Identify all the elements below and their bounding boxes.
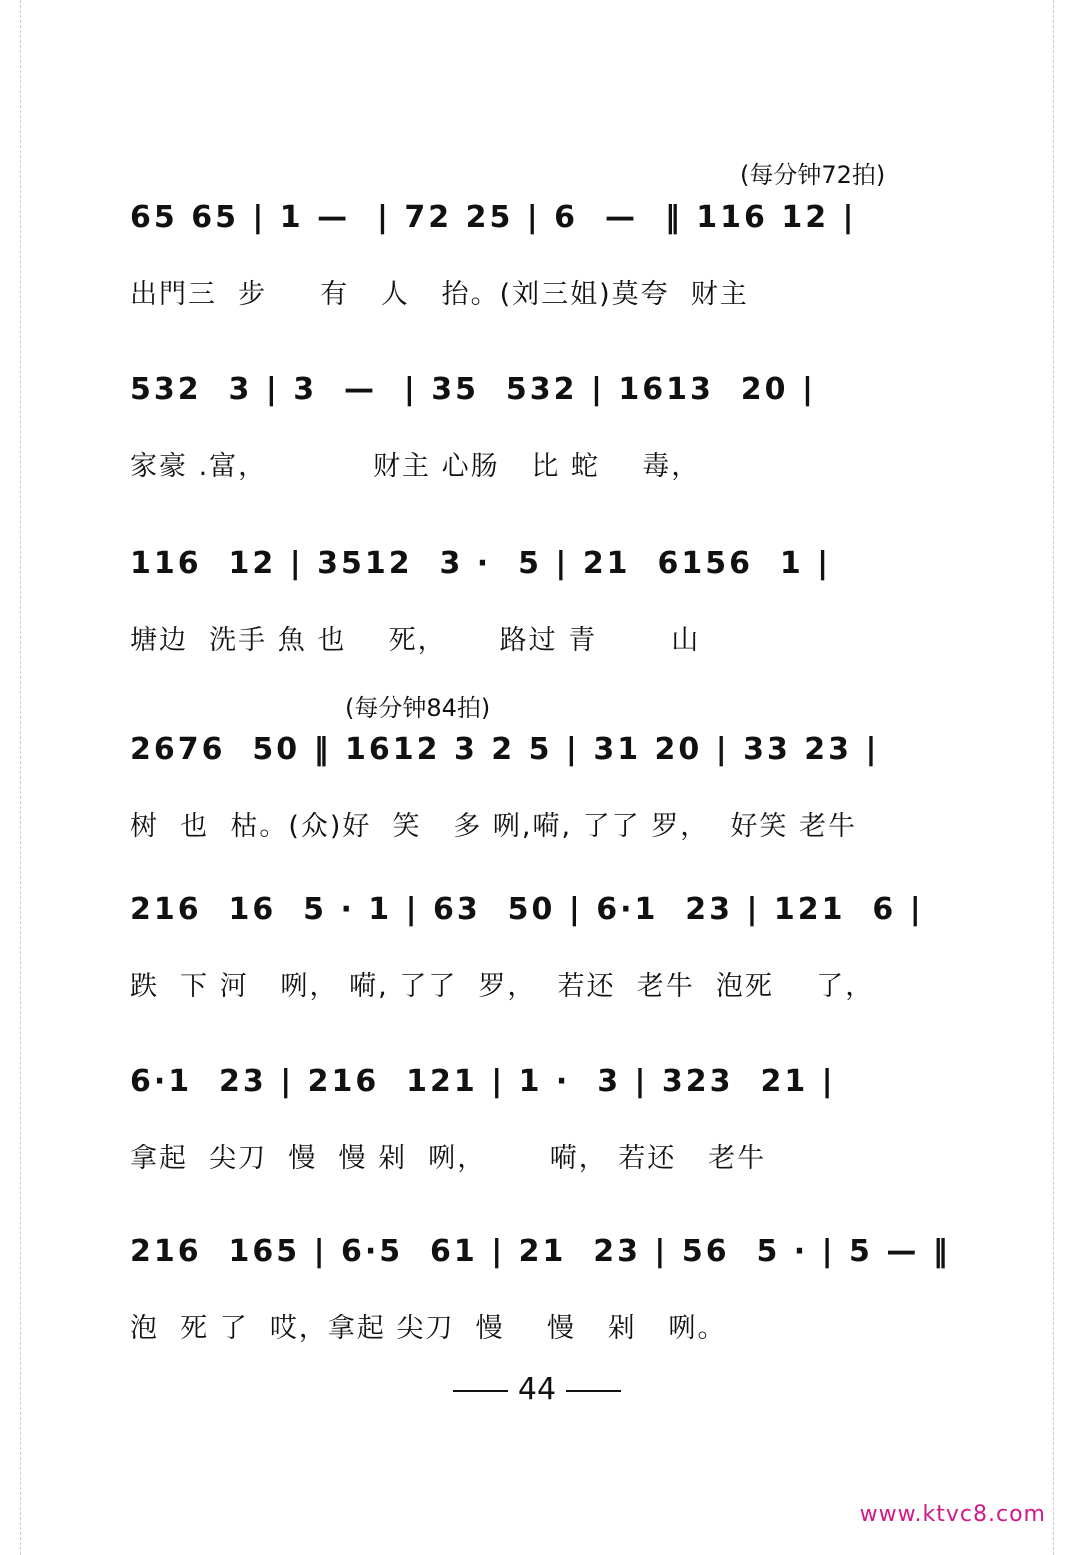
- lyrics: 家豪 .富， 财主 心肠 比 蛇 毒，: [130, 451, 701, 482]
- jianpu-notes: 116 12 | 3512 3 · 5 | 21 6156 1 |: [130, 546, 832, 581]
- tempo-marking-84: (每分钟84拍): [345, 694, 491, 722]
- jianpu-notes: 2676 50 ‖ 1612 3 2 5 | 31 20 | 33 23 |: [130, 732, 880, 767]
- tempo-marking-72: (每分钟72拍): [740, 161, 886, 189]
- page-number: 44: [0, 1372, 1074, 1407]
- site-watermark: www.ktvc8.com: [859, 1502, 1046, 1527]
- jianpu-notes: 532 3 | 3 — | 35 532 | 1613 20 |: [130, 372, 816, 407]
- lyrics: 泡 死 了 哎，拿起 尖刀 慢 慢 剁 咧。: [130, 1313, 727, 1344]
- lyrics: 塘边 洗手 魚 也 死， 路过 青 山: [130, 625, 701, 656]
- jianpu-notes: 216 16 5 · 1 | 63 50 | 6·1 23 | 121 6 |: [130, 892, 924, 927]
- right-margin-strip: [1053, 0, 1074, 1555]
- lyrics: 跌 下 河 咧， 嗬, 了了 罗， 若还 老牛 泡死 了，: [130, 971, 875, 1002]
- jianpu-notes: 216 165 | 6·5 61 | 21 23 | 56 5 · | 5 — ‖: [130, 1234, 951, 1269]
- lyrics: 拿起 尖刀 慢 慢 剁 咧， 嗬， 若还 老牛: [130, 1143, 767, 1174]
- jianpu-notes: 65 65 | 1 — | 72 25 | 6 — ‖ 116 12 |: [130, 200, 857, 235]
- left-margin-strip: [0, 0, 21, 1555]
- jianpu-notes: 6·1 23 | 216 121 | 1 · 3 | 323 21 |: [130, 1064, 836, 1099]
- lyrics: 出門三 步 有 人 抬。(刘三姐)莫夸 财主: [130, 279, 749, 310]
- lyrics: 树 也 枯。(众)好 笑 多 咧,嗬, 了了 罗， 好笑 老牛: [130, 811, 857, 842]
